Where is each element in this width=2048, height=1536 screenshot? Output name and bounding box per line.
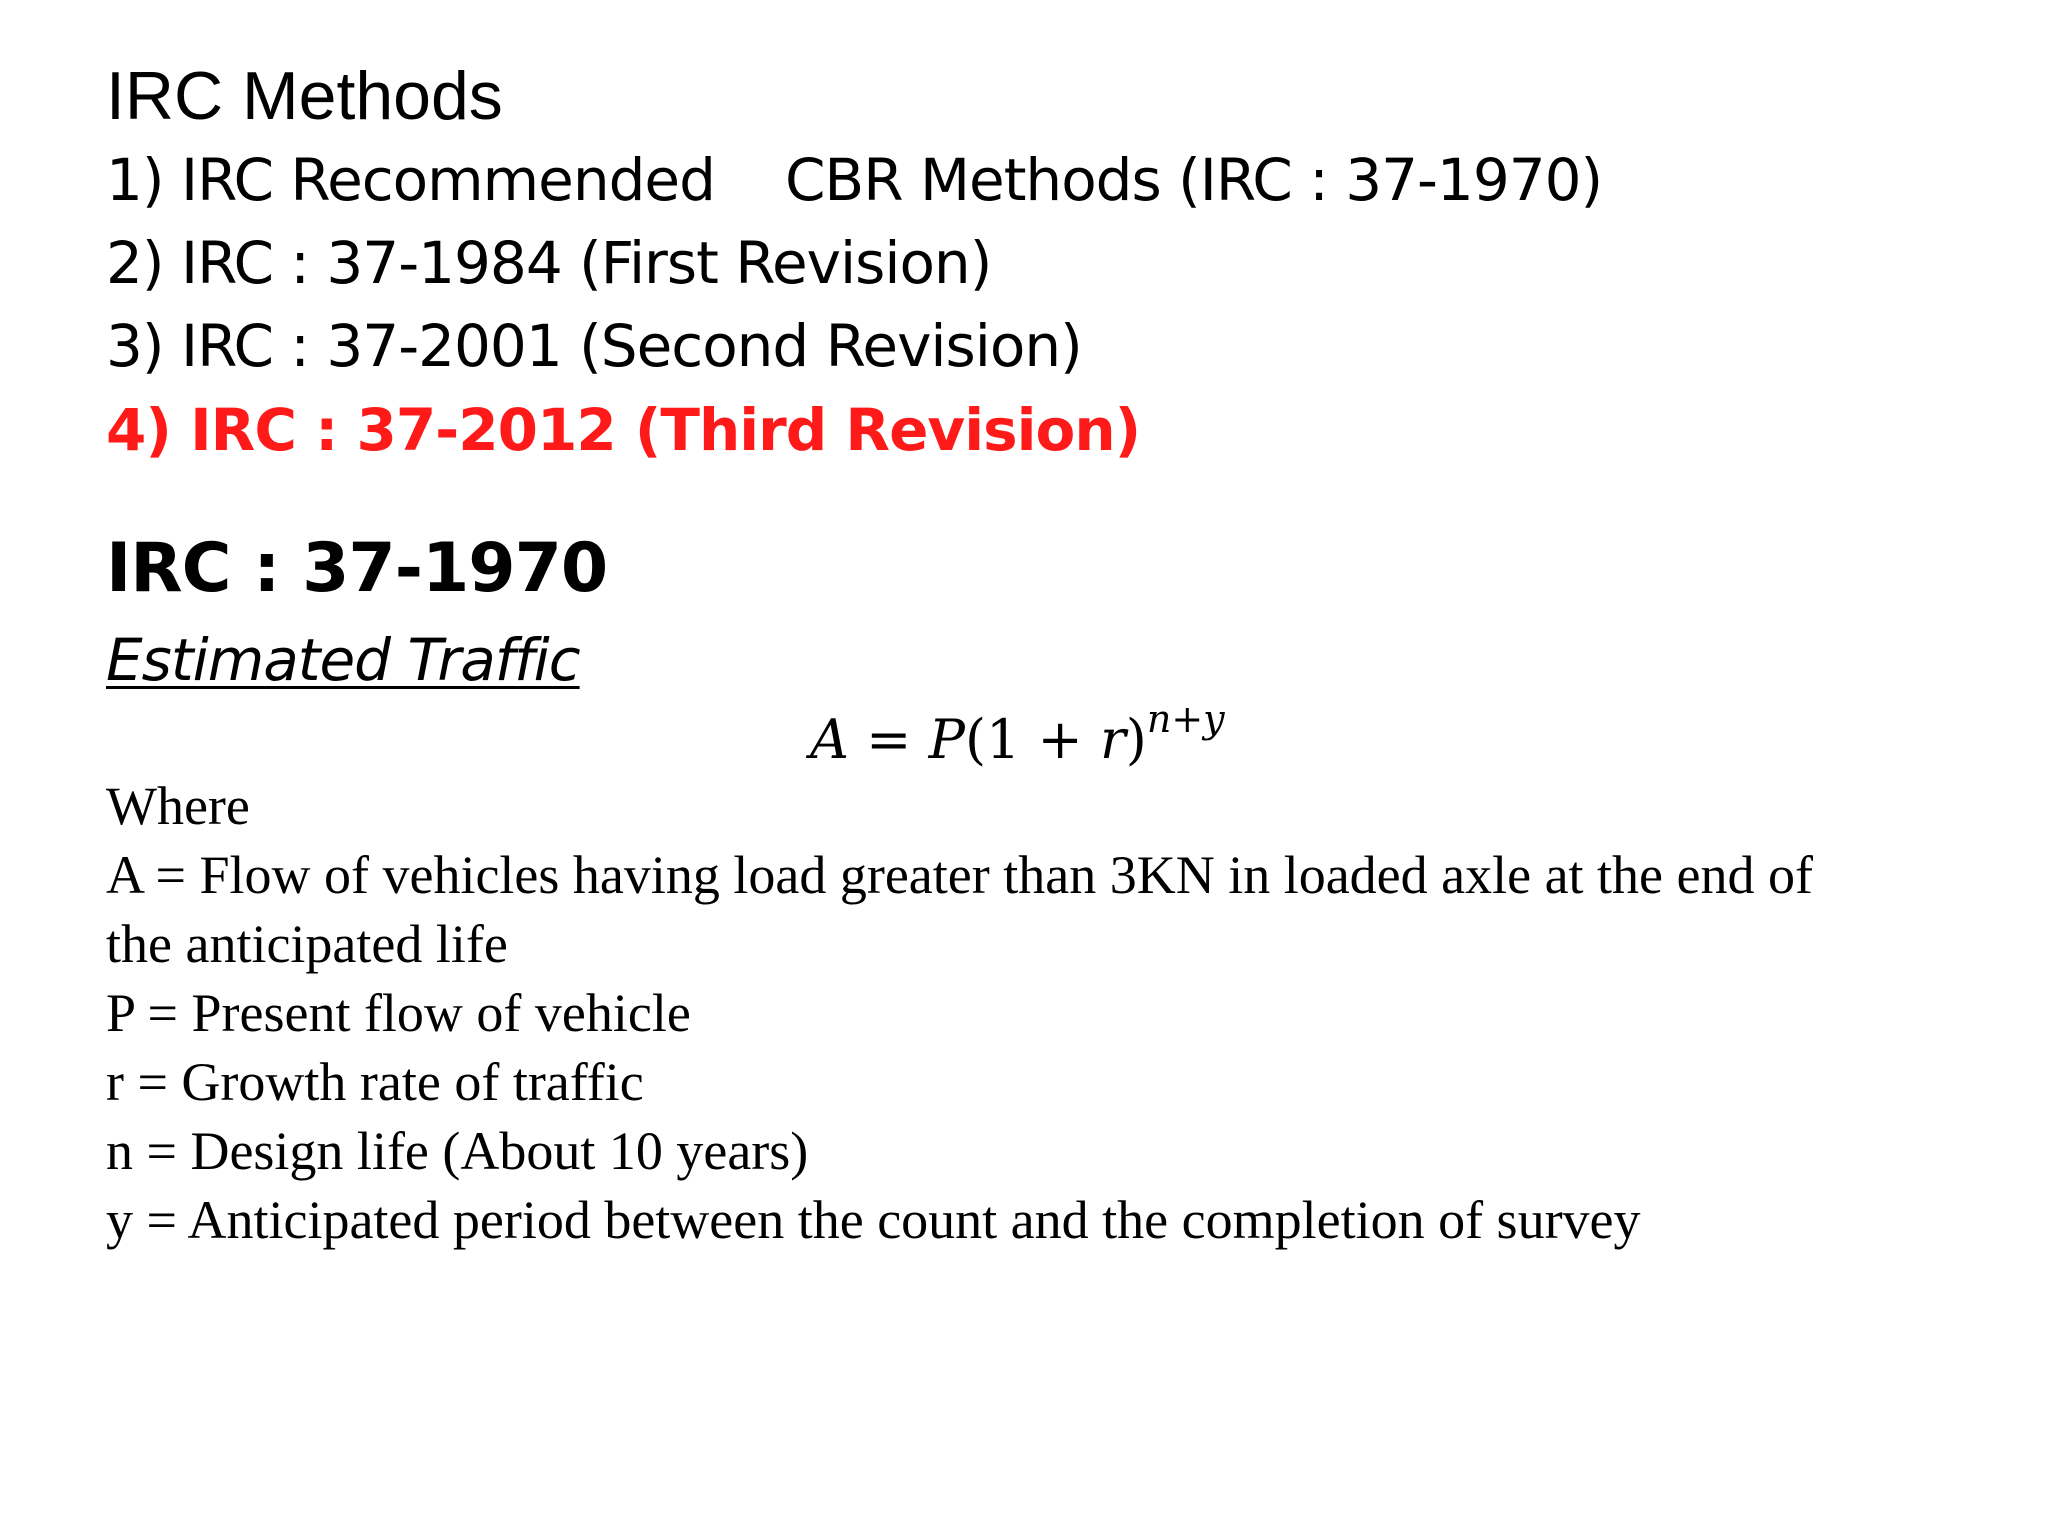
method-item-2 <box>106 223 991 303</box>
formula-lhs: A <box>810 708 849 771</box>
method-number: 1) <box>106 146 164 214</box>
formula-equals: = <box>866 708 912 771</box>
slide-title: IRC Methods <box>106 58 503 134</box>
method-label: IRC : 37-1984 (First Revision) <box>180 229 992 297</box>
definition-a-line-2: the anticipated life <box>106 914 508 974</box>
formula-rhs-close: ) <box>1125 708 1147 771</box>
method-label: IRC : 37-2001 (Second Revision) <box>180 312 1082 380</box>
formula-exponent: n+y <box>1146 697 1225 741</box>
formula-rhs-open: (1 + <box>964 708 1100 771</box>
where-label: Where <box>106 776 250 836</box>
definition-r: r = Growth rate of traffic <box>106 1052 644 1112</box>
formula-rhs-rate: r <box>1099 708 1126 771</box>
method-number: 4) <box>106 396 171 464</box>
formula-rhs-var: P <box>928 708 965 771</box>
method-item-1 <box>106 140 1602 220</box>
section-heading: IRC : 37-1970 <box>106 529 608 608</box>
definition-p: P = Present flow of vehicle <box>106 983 691 1043</box>
method-item-4-highlighted <box>106 390 1140 470</box>
definition-y: y = Anticipated period between the count and the completion of survey <box>106 1190 1641 1250</box>
method-label: IRC Recommended <box>180 146 715 214</box>
method-number: 2) <box>106 229 164 297</box>
definition-a-line-1: A = Flow of vehicles having load greater than 3KN in loaded axle at the end of <box>106 845 1813 905</box>
definition-n: n = Design life (About 10 years) <box>106 1121 809 1181</box>
method-label-tail: CBR Methods (IRC : 37-1970) <box>784 146 1603 214</box>
traffic-formula <box>810 697 1225 780</box>
method-number: 3) <box>106 312 164 380</box>
sub-heading: Estimated Traffic <box>106 626 580 694</box>
method-item-3 <box>106 306 1082 386</box>
method-label: IRC : 37-2012 (Third Revision) <box>190 396 1141 464</box>
